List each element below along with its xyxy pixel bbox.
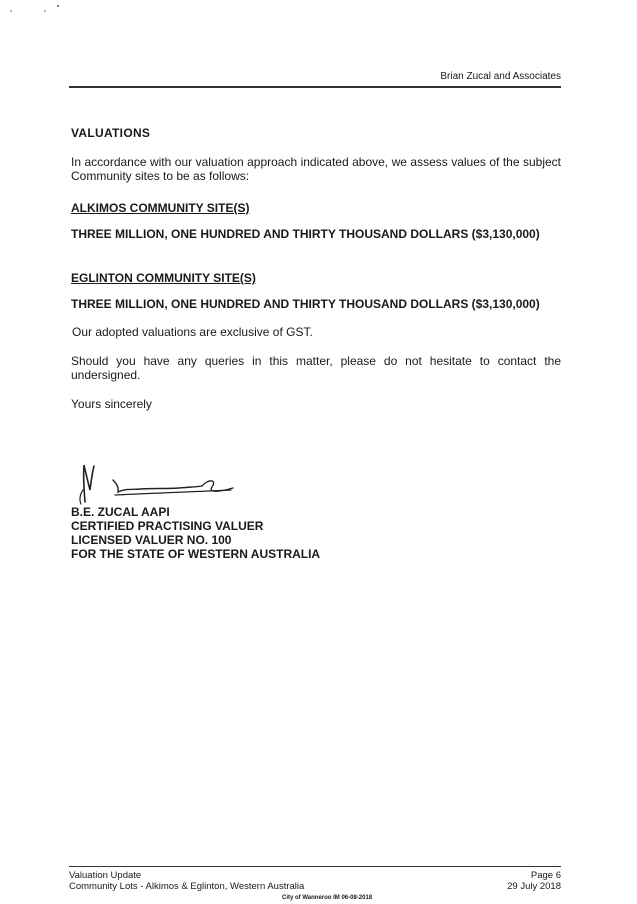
handwritten-signature xyxy=(71,460,241,506)
signatory-title: CERTIFIED PRACTISING VALUER xyxy=(71,519,264,533)
closing-line: Yours sincerely xyxy=(71,397,152,411)
queries-note: Should you have any queries in this matter, please do not hesitate to contact the undersigned. xyxy=(71,354,561,382)
valuation-amount-alkimos: THREE MILLION, ONE HUNDRED AND THIRTY THOUSAND DOLLARS ($3,130,000) xyxy=(71,227,540,241)
footer-doc-title: Valuation Update xyxy=(69,870,142,881)
footer-doc-subtitle: Community Lots - Alkimos & Eglinton, Western Australia xyxy=(69,881,305,892)
intro-paragraph: In accordance with our valuation approach indicated above, we assess values of the subject Community sites to be as follows: xyxy=(71,155,561,183)
signatory-license: LICENSED VALUER NO. 100 xyxy=(71,533,232,547)
site-heading-eglinton: EGLINTON COMMUNITY SITE(S) xyxy=(71,271,256,285)
valuation-amount-eglinton: THREE MILLION, ONE HUNDRED AND THIRTY THOUSAND DOLLARS ($3,130,000) xyxy=(71,297,540,311)
page-footer xyxy=(69,866,561,901)
scan-specks xyxy=(0,0,80,20)
firm-name: Brian Zucal and Associates xyxy=(440,71,561,82)
gst-note: Our adopted valuations are exclusive of GST. xyxy=(72,325,313,339)
page-header xyxy=(69,70,561,88)
section-heading: VALUATIONS xyxy=(71,126,151,140)
signature-block xyxy=(71,460,371,561)
site-heading-alkimos: ALKIMOS COMMUNITY SITE(S) xyxy=(71,201,250,215)
signatory-state: FOR THE STATE OF WESTERN AUSTRALIA xyxy=(71,547,321,561)
council-stamp: City of Wanneroo IM 06-08-2018 xyxy=(282,895,373,901)
letter-body xyxy=(71,126,561,426)
signatory-name: B.E. ZUCAL AAPI xyxy=(71,505,170,519)
footer-date: 29 July 2018 xyxy=(507,881,561,892)
page-number: Page 6 xyxy=(530,870,561,881)
